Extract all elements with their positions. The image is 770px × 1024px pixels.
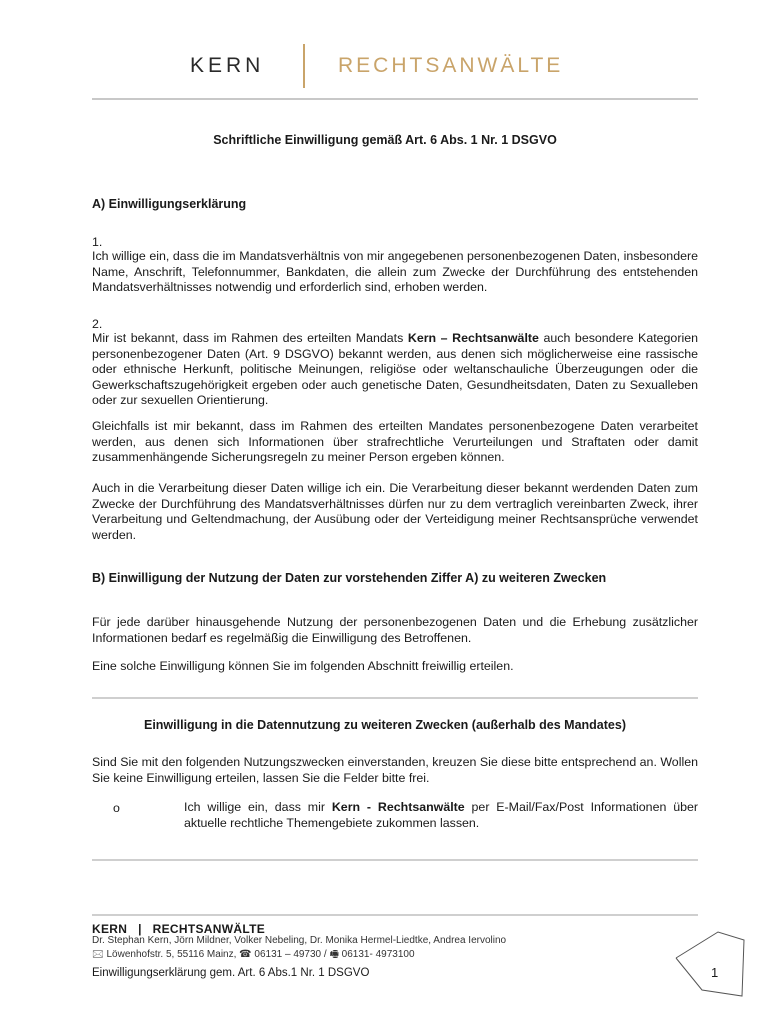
item-2-text-before: Mir ist bekannt, dass im Rahmen des erteilten Mandats bbox=[92, 331, 408, 345]
item-2-text-after: auch besondere Kategorien personenbezogener Daten (Art. 9 DSGVO) bekannt werden, aus denen sich möglicherweise eine rassische oder ethnische Herkunft, politische Meinungen, religiöse oder weltanschauliche Überzeugungen oder die Gewerkschaftszugehörigkeit ergeben oder auch genetische Daten, Gesundheitsdaten, Daten zu Sexualleben oder zur sexuellen Orientierung. bbox=[92, 331, 698, 407]
footer-contact: 🖂 Löwenhofstr. 5, 55116 Mainz, ☎ 06131 – 49730 / 🖷 06131- 4973100 bbox=[92, 949, 415, 960]
consent-option-newsletter bbox=[184, 800, 698, 831]
item-1-number: 1. bbox=[92, 235, 103, 249]
consent-checkbox-newsletter[interactable]: o bbox=[113, 801, 120, 815]
consent-intro: Sind Sie mit den folgenden Nutzungszwecken einverstanden, kreuzen Sie diese bitte entsprechend an. Wollen Sie keine Einwilligung erteilen, lassen Sie die Felder bitte frei. bbox=[92, 755, 698, 785]
item-2-firm-name: Kern – Rechtsanwälte bbox=[407, 331, 539, 345]
consent-heading: Einwilligung in die Datennutzung zu weiteren Zwecken (außerhalb des Mandates) bbox=[143, 718, 626, 732]
footer-divider bbox=[92, 914, 698, 916]
item-1-text: Ich willige ein, dass die im Mandatsverhältnis von mir angegebenen personenbezogenen Daten, insbesondere Name, Anschrift, Telefonnummer, Bankdaten, die allein zum Zwecke der Durchführung des entstehenden Mandatsverhältnisses notwendig und erforderlich sind, erhoben werden. bbox=[92, 249, 698, 294]
page-corner-icon bbox=[672, 928, 752, 1000]
footer-document-name: Einwilligungserklärung gem. Art. 6 Abs.1 Nr. 1 DSGVO bbox=[92, 967, 370, 979]
logo-rechtsanwaelte: RECHTSANWÄLTE bbox=[338, 54, 564, 77]
consent-box-bottom-divider bbox=[92, 859, 698, 861]
paragraph-criminal-data: Gleichfalls ist mir bekannt, dass im Rahmen des erteilten Mandates personenbezogene Daten verarbeitet werden, aus denen sich Informationen über strafrechtliche Verurteilungen und Straftaten oder damit zusammenhängende Sicherungsregeln zu meiner Person ergeben können. bbox=[92, 419, 698, 464]
consent-option-text-before: Ich willige ein, dass mir bbox=[184, 800, 332, 814]
page-number: 1 bbox=[711, 965, 719, 980]
consent-option-firm-name: Kern - Rechtsanwälte bbox=[331, 800, 465, 814]
item-2-text bbox=[92, 331, 698, 409]
section-b-heading: B) Einwilligung der Nutzung der Daten zur vorstehenden Ziffer A) zu weiteren Zwecken bbox=[92, 571, 607, 585]
logo-kern: KERN bbox=[190, 54, 265, 77]
logo-divider bbox=[303, 44, 305, 88]
footer-partners: Dr. Stephan Kern, Jörn Mildner, Volker Nebeling, Dr. Monika Hermel-Liedtke, Andrea Iervolino bbox=[92, 935, 507, 946]
paragraph-processing-consent: Auch in die Verarbeitung dieser Daten willige ich ein. Die Verarbeitung dieser bekannt werdenden Daten zum Zwecke der Durchführung des Mandatsverhältnisses dürfen nur zu dem vertraglich vereinbarten Zweck, ihrer Verarbeitung und Geltendmachung, der Ausübung oder der Verteidigung meiner Rechtsansprüche verwendet werden. bbox=[92, 481, 698, 542]
footer-firm-name: KERN | RECHTSANWÄLTE bbox=[92, 922, 265, 936]
section-b-paragraph-1: Für jede darüber hinausgehende Nutzung der personenbezogenen Daten und die Erhebung zusätzlicher Informationen bedarf es regelmäßig die Einwilligung des Betroffenen. bbox=[92, 615, 698, 645]
item-2-number: 2. bbox=[92, 317, 103, 331]
section-b-paragraph-2: Eine solche Einwilligung können Sie im folgenden Abschnitt freiwillig erteilen. bbox=[92, 659, 514, 673]
document-title: Schriftliche Einwilligung gemäß Art. 6 Abs. 1 Nr. 1 DSGVO bbox=[213, 133, 557, 147]
section-a-heading: A) Einwilligungserklärung bbox=[92, 197, 247, 211]
consent-option-text-after: per E-Mail/Fax/Post Informationen über aktuelle rechtliche Themengebiete zukommen lassen. bbox=[184, 800, 698, 830]
header-divider bbox=[92, 98, 698, 100]
consent-box-top-divider bbox=[92, 697, 698, 699]
